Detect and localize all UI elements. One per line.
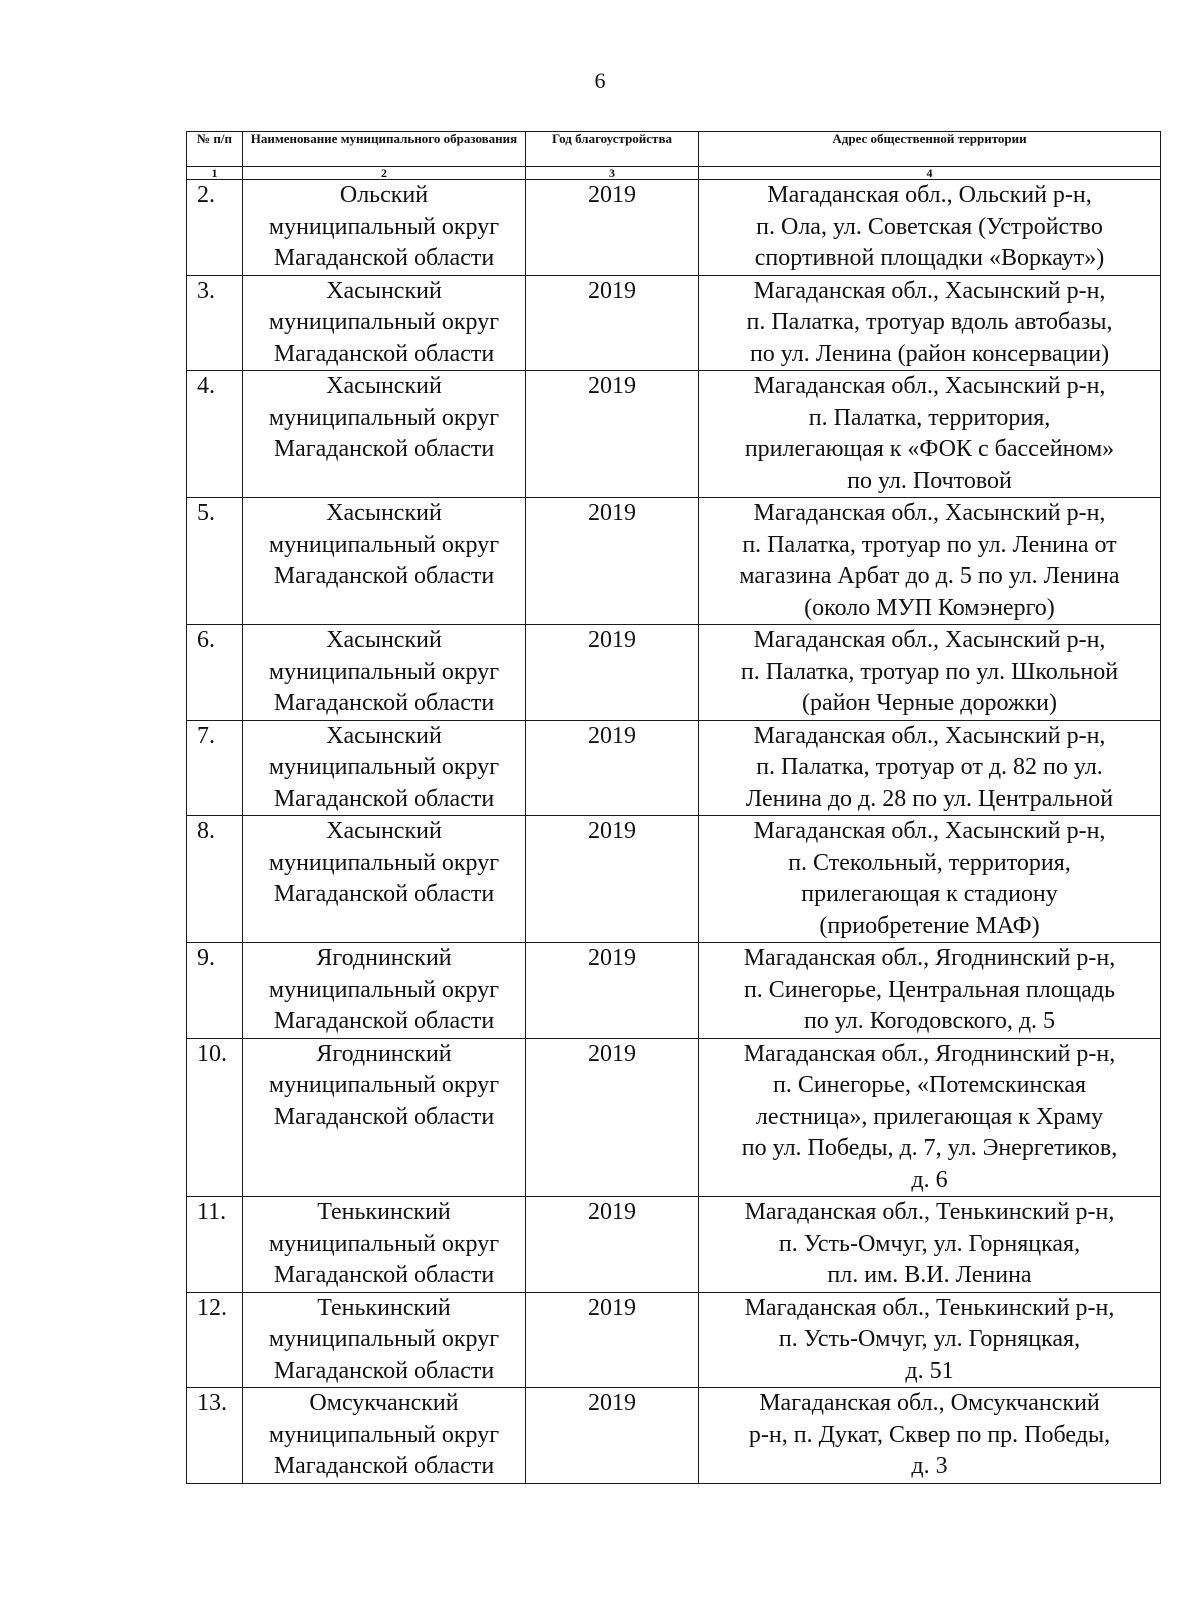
address-line: Магаданская обл., Хасынский р-н,	[753, 818, 1106, 844]
municipality-line: Магаданской области	[273, 340, 495, 367]
address-line: по ул. Победы, д. 7, ул. Энергетиков,	[741, 1135, 1118, 1161]
address-line: по ул. Когодовского, д. 5	[803, 1008, 1056, 1034]
address-cell	[699, 498, 1161, 625]
page-number: 6	[594, 68, 606, 93]
year-cell: 2019	[526, 1197, 699, 1293]
header-row	[187, 132, 1161, 167]
address-line: п. Усть-Омчуг, ул. Горняцкая,	[778, 1326, 1081, 1352]
municipality-line: Магаданской области	[273, 245, 495, 271]
municipality-line: Хасынский	[326, 500, 442, 526]
municipality-line: муниципальный округ	[268, 213, 500, 240]
municipality-cell	[243, 371, 526, 498]
municipality-line: Омсукчанский	[309, 1390, 459, 1416]
address-line: п. Палатка, территория,	[808, 404, 1051, 431]
address-cell	[699, 720, 1161, 816]
table-row	[187, 1292, 1161, 1388]
municipality-line: Хасынский	[326, 627, 442, 653]
year-cell: 2019	[526, 625, 699, 721]
address-line: (около МУП Комэнерго)	[804, 594, 1055, 621]
address-line: р-н, п. Дукат, Сквер по пр. Победы,	[748, 1421, 1111, 1448]
address-line: п. Усть-Омчуг, ул. Горняцкая,	[778, 1230, 1081, 1257]
address-cell	[699, 1292, 1161, 1388]
row-number: 5.	[187, 498, 243, 625]
address-line: магазина Арбат до д. 5 по ул. Ленина	[739, 563, 1120, 589]
column-number-3: 3	[526, 167, 699, 180]
municipality-line: Хасынский	[326, 277, 442, 304]
row-number: 2.	[187, 180, 243, 276]
year-cell: 2019	[526, 1038, 699, 1197]
address-line: прилегающая к стадиону	[801, 881, 1058, 907]
address-line: Магаданская обл., Ольский р-н,	[767, 182, 1092, 208]
address-line: по ул. Почтовой	[847, 467, 1012, 494]
address-line: Магаданская обл., Хасынский р-н,	[753, 722, 1106, 749]
table-row	[187, 371, 1161, 498]
address-line: д. 51	[905, 1357, 954, 1384]
row-number: 8.	[187, 816, 243, 943]
address-line: п. Синегорье, Центральная площадь	[743, 976, 1116, 1003]
address-line: Ленина до д. 28 по ул. Центральной	[745, 785, 1114, 812]
address-line: (район Черные дорожки)	[802, 690, 1057, 716]
address-cell	[699, 1388, 1161, 1484]
address-cell	[699, 943, 1161, 1039]
municipality-line: Магаданской области	[273, 1103, 495, 1130]
municipality-line: Тенькинский	[317, 1199, 451, 1225]
municipality-line: Магаданской области	[273, 881, 495, 907]
address-cell	[699, 816, 1161, 943]
address-cell	[699, 371, 1161, 498]
municipality-line: Магаданской области	[273, 1008, 495, 1034]
municipality-line: Магаданской области	[273, 690, 495, 716]
row-number: 7.	[187, 720, 243, 816]
municipality-cell	[243, 720, 526, 816]
year-cell: 2019	[526, 1292, 699, 1388]
address-line: п. Синегорье, «Потемскинская	[772, 1072, 1087, 1098]
municipality-line: муниципальный округ	[268, 309, 500, 335]
table-row	[187, 275, 1161, 371]
address-line: Магаданская обл., Тенькинский р-н,	[744, 1294, 1115, 1321]
row-number: 12.	[187, 1292, 243, 1388]
table-row	[187, 720, 1161, 816]
municipality-line: муниципальный округ	[268, 404, 500, 431]
municipality-line: Магаданской области	[273, 563, 495, 589]
municipality-line: Хасынский	[326, 818, 442, 844]
address-line: п. Стекольный, территория,	[788, 849, 1071, 876]
row-number: 9.	[187, 943, 243, 1039]
municipality-line: Магаданской области	[273, 1453, 495, 1479]
address-line: Магаданская обл., Хасынский р-н,	[753, 500, 1106, 526]
year-cell: 2019	[526, 180, 699, 276]
row-number: 4.	[187, 371, 243, 498]
row-number: 3.	[187, 275, 243, 371]
municipality-line: муниципальный округ	[268, 1421, 500, 1448]
row-number: 13.	[187, 1388, 243, 1484]
address-line: Магаданская обл., Хасынский р-н,	[753, 373, 1106, 399]
municipality-cell	[243, 943, 526, 1039]
address-line: Магаданская обл., Ягоднинский р-н,	[743, 1040, 1116, 1067]
address-line: Магаданская обл., Тенькинский р-н,	[744, 1199, 1115, 1225]
column-number-2: 2	[243, 167, 526, 180]
address-line: Магаданская обл., Хасынский р-н,	[753, 627, 1106, 653]
address-line: п. Палатка, тротуар от д. 82 по ул.	[756, 754, 1103, 780]
address-line: пл. им. В.И. Ленина	[827, 1262, 1032, 1288]
column-number-row	[187, 167, 1161, 180]
municipality-cell	[243, 498, 526, 625]
header-organization: Наименование муниципального образования	[243, 132, 526, 167]
address-line: Магаданская обл., Омсукчанский	[759, 1390, 1100, 1416]
header-number: № п/п	[187, 132, 243, 167]
municipality-line: муниципальный округ	[268, 849, 500, 876]
year-cell: 2019	[526, 943, 699, 1039]
address-line: п. Палатка, тротуар по ул. Ленина от	[742, 531, 1117, 558]
year-cell: 2019	[526, 275, 699, 371]
year-cell: 2019	[526, 720, 699, 816]
row-number: 10.	[187, 1038, 243, 1197]
table-row	[187, 1038, 1161, 1197]
address-line: лестница», прилегающая к Храму	[755, 1103, 1104, 1130]
header-address: Адрес общественной территории	[699, 132, 1161, 167]
address-line: д. 6	[911, 1166, 948, 1193]
municipality-line: муниципальный округ	[268, 531, 500, 558]
municipality-line: Магаданской области	[273, 1357, 495, 1384]
municipality-line: муниципальный округ	[268, 1230, 500, 1257]
header-year: Год благоустройства	[526, 132, 699, 167]
year-cell: 2019	[526, 1388, 699, 1484]
municipality-cell	[243, 1388, 526, 1484]
address-line: д. 3	[911, 1453, 948, 1479]
address-cell	[699, 1197, 1161, 1293]
address-cell	[699, 180, 1161, 276]
municipality-line: Хасынский	[326, 373, 442, 399]
municipality-cell	[243, 1038, 526, 1197]
column-number-4: 4	[699, 167, 1161, 180]
table-row	[187, 1197, 1161, 1293]
municipality-line: Тенькинский	[317, 1294, 451, 1321]
municipality-cell	[243, 275, 526, 371]
address-line: п. Ола, ул. Советская (Устройство	[756, 213, 1103, 240]
address-line: Магаданская обл., Хасынский р-н,	[753, 277, 1106, 304]
municipality-line: Ягоднинский	[316, 945, 452, 971]
table-row	[187, 625, 1161, 721]
table-row	[187, 180, 1161, 276]
row-number: 11.	[187, 1197, 243, 1293]
address-cell	[699, 1038, 1161, 1197]
address-line: (приобретение МАФ)	[819, 912, 1040, 939]
row-number: 6.	[187, 625, 243, 721]
municipality-line: муниципальный округ	[268, 658, 500, 685]
municipality-line: Магаданской области	[273, 436, 495, 462]
table-row	[187, 816, 1161, 943]
table-row	[187, 1388, 1161, 1484]
table-row	[187, 943, 1161, 1039]
municipality-line: муниципальный округ	[268, 754, 500, 780]
municipality-line: Магаданской области	[273, 1262, 495, 1288]
municipality-line: муниципальный округ	[268, 1326, 500, 1352]
address-cell	[699, 275, 1161, 371]
municipality-cell	[243, 180, 526, 276]
municipality-line: Ольский	[339, 182, 429, 208]
address-line: п. Палатка, тротуар по ул. Школьной	[740, 658, 1119, 685]
year-cell: 2019	[526, 498, 699, 625]
municipality-line: Хасынский	[326, 722, 442, 749]
address-line: по ул. Ленина (район консервации)	[749, 340, 1110, 367]
address-line: спортивной площадки «Воркаут»)	[754, 245, 1105, 271]
municipality-cell	[243, 1292, 526, 1388]
year-cell: 2019	[526, 816, 699, 943]
municipality-line: Магаданской области	[273, 785, 495, 812]
table-row	[187, 498, 1161, 625]
municipality-cell	[243, 816, 526, 943]
address-line: прилегающая к «ФОК с бассейном»	[744, 436, 1115, 462]
territory-table	[186, 131, 1161, 1484]
address-line: Магаданская обл., Ягоднинский р-н,	[743, 945, 1116, 971]
municipality-cell	[243, 625, 526, 721]
municipality-line: Ягоднинский	[316, 1040, 452, 1067]
municipality-cell	[243, 1197, 526, 1293]
address-line: п. Палатка, тротуар вдоль автобазы,	[746, 309, 1113, 335]
address-cell	[699, 625, 1161, 721]
municipality-line: муниципальный округ	[268, 976, 500, 1003]
year-cell: 2019	[526, 371, 699, 498]
municipality-line: муниципальный округ	[268, 1072, 500, 1098]
column-number-1: 1	[187, 167, 243, 180]
